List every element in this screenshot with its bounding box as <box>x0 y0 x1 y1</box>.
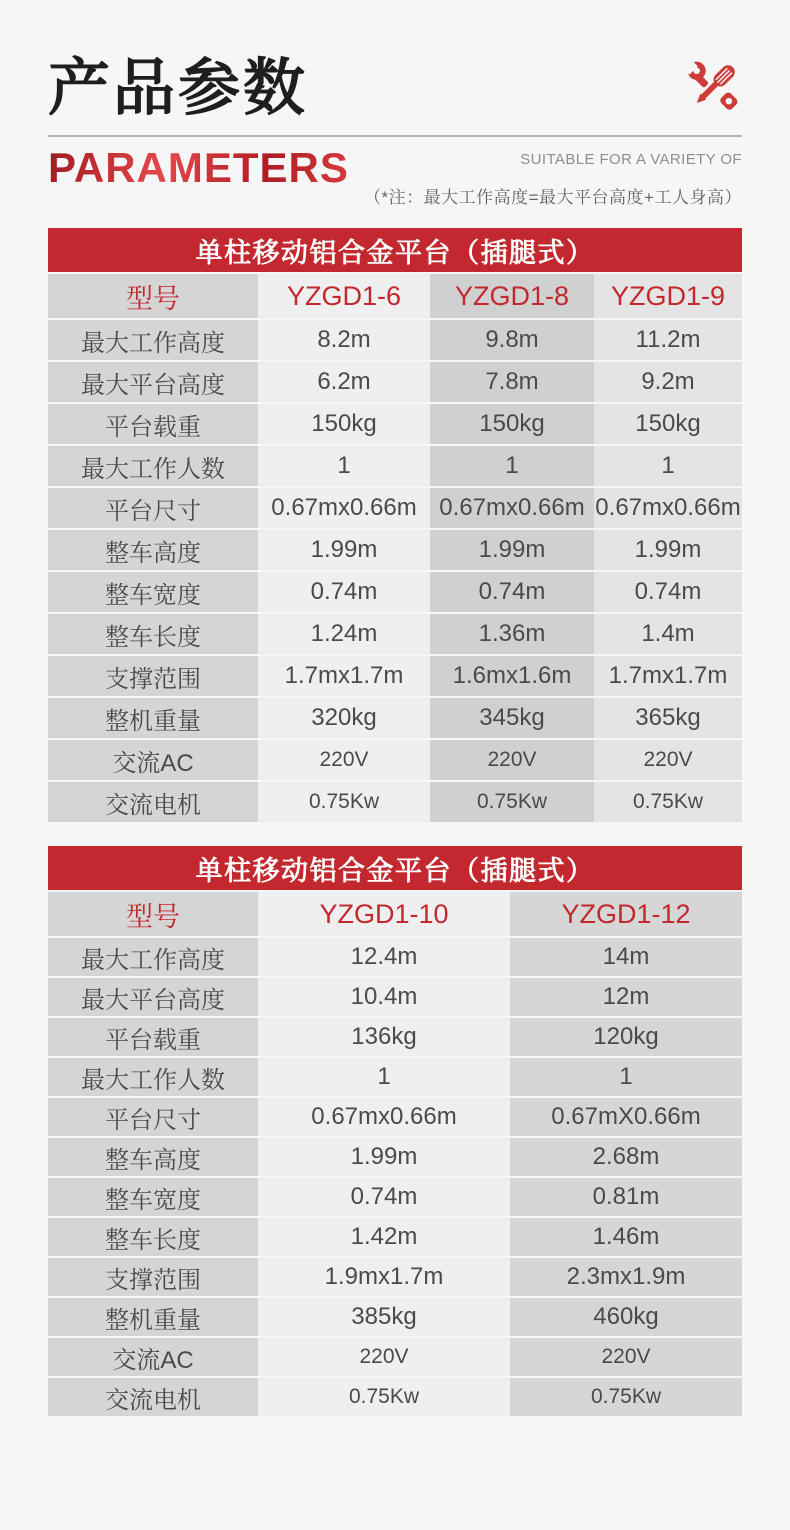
spec-value: 1 <box>510 1058 742 1096</box>
spec-row-label: 平台载重 <box>48 1018 258 1056</box>
spec-value: 0.75Kw <box>594 782 742 822</box>
spec-value: 1.24m <box>258 614 430 654</box>
spec-row-label: 最大工作人数 <box>48 446 258 486</box>
spec-row <box>48 488 742 528</box>
spec-value: 1.99m <box>258 530 430 570</box>
spec-row-label: 最大平台高度 <box>48 362 258 402</box>
model-name: YZGD1-10 <box>258 892 510 936</box>
spec-row <box>48 1378 742 1416</box>
spec-row <box>48 572 742 612</box>
spec-row <box>48 362 742 402</box>
spec-value: 150kg <box>430 404 594 444</box>
spec-value: 6.2m <box>258 362 430 402</box>
spec-value: 1.99m <box>594 530 742 570</box>
spec-row-label: 交流电机 <box>48 782 258 822</box>
model-name: YZGD1-8 <box>430 274 594 318</box>
spec-value: 150kg <box>594 404 742 444</box>
spec-value: 220V <box>594 740 742 780</box>
spec-row <box>48 1218 742 1256</box>
header <box>48 0 742 123</box>
spec-row-label: 整车长度 <box>48 614 258 654</box>
spec-value: 1.36m <box>430 614 594 654</box>
spec-value: 1.6mx1.6m <box>430 656 594 696</box>
spec-value: 220V <box>258 740 430 780</box>
spec-row-label: 平台载重 <box>48 404 258 444</box>
model-row-label: 型号 <box>48 274 258 318</box>
spec-row-label: 交流电机 <box>48 1378 258 1416</box>
model-name: YZGD1-9 <box>594 274 742 318</box>
spec-row <box>48 740 742 780</box>
spec-row-label: 整机重量 <box>48 698 258 738</box>
spec-value: 10.4m <box>258 978 510 1016</box>
model-header-row <box>48 892 742 936</box>
spec-value: 1.9mx1.7m <box>258 1258 510 1296</box>
model-name: YZGD1-6 <box>258 274 430 318</box>
spec-row-label: 整车高度 <box>48 530 258 570</box>
table-title-band: 单柱移动铝合金平台（插腿式） <box>48 228 742 272</box>
spec-row <box>48 1298 742 1336</box>
table-title-band: 单柱移动铝合金平台（插腿式） <box>48 846 742 890</box>
spec-value: 0.67mX0.66m <box>510 1098 742 1136</box>
spec-row-label: 平台尺寸 <box>48 488 258 528</box>
spec-value: 320kg <box>258 698 430 738</box>
header-divider <box>48 135 742 137</box>
spec-row <box>48 1098 742 1136</box>
spec-row <box>48 614 742 654</box>
spec-value: 0.67mx0.66m <box>430 488 594 528</box>
spec-value: 8.2m <box>258 320 430 360</box>
spec-value: 365kg <box>594 698 742 738</box>
spec-value: 0.74m <box>430 572 594 612</box>
model-row-label: 型号 <box>48 892 258 936</box>
parameters-subtitle: PARAMETERS <box>48 144 349 192</box>
spec-value: 11.2m <box>594 320 742 360</box>
spec-value: 345kg <box>430 698 594 738</box>
spec-value: 2.68m <box>510 1138 742 1176</box>
spec-value: 1 <box>258 1058 510 1096</box>
spec-value: 1.99m <box>258 1138 510 1176</box>
header-subrow <box>48 145 742 208</box>
spec-value: 12m <box>510 978 742 1016</box>
spec-value: 150kg <box>258 404 430 444</box>
spec-value: 0.67mx0.66m <box>258 488 430 528</box>
spec-value: 14m <box>510 938 742 976</box>
table-grid <box>48 892 742 1416</box>
spec-table-2 <box>48 846 742 1416</box>
spec-value: 220V <box>258 1338 510 1376</box>
spec-value: 1.46m <box>510 1218 742 1256</box>
tagline-text: SUITABLE FOR A VARIETY OF <box>520 151 742 169</box>
spec-value: 120kg <box>510 1018 742 1056</box>
spec-row-label: 整车宽度 <box>48 572 258 612</box>
spec-row-label: 支撑范围 <box>48 656 258 696</box>
spec-value: 1.42m <box>258 1218 510 1256</box>
spec-row <box>48 656 742 696</box>
spec-value: 0.75Kw <box>430 782 594 822</box>
spec-value: 1 <box>594 446 742 486</box>
spec-row-label: 整车宽度 <box>48 1178 258 1216</box>
spec-row <box>48 1258 742 1296</box>
spec-row-label: 平台尺寸 <box>48 1098 258 1136</box>
spec-row <box>48 698 742 738</box>
spec-row <box>48 1338 742 1376</box>
spec-value: 0.67mx0.66m <box>258 1098 510 1136</box>
spec-row <box>48 938 742 976</box>
spec-row <box>48 1178 742 1216</box>
table-grid <box>48 274 742 822</box>
spec-row-label: 最大平台高度 <box>48 978 258 1016</box>
page-title: 产品参数 <box>48 54 309 123</box>
spec-value: 220V <box>510 1338 742 1376</box>
spec-table-1 <box>48 228 742 822</box>
model-name: YZGD1-12 <box>510 892 742 936</box>
spec-row <box>48 404 742 444</box>
spec-row <box>48 530 742 570</box>
spec-row <box>48 1018 742 1056</box>
spec-value: 0.74m <box>258 572 430 612</box>
spec-value: 1.7mx1.7m <box>594 656 742 696</box>
spec-row-label: 最大工作人数 <box>48 1058 258 1096</box>
spec-value: 1.7mx1.7m <box>258 656 430 696</box>
spec-value: 1 <box>430 446 594 486</box>
header-right-block <box>364 145 742 208</box>
spec-value: 9.2m <box>594 362 742 402</box>
spec-row <box>48 446 742 486</box>
model-header-row <box>48 274 742 318</box>
spec-value: 1 <box>258 446 430 486</box>
spec-value: 0.74m <box>594 572 742 612</box>
tools-icon <box>684 58 742 123</box>
spec-row-label: 整车高度 <box>48 1138 258 1176</box>
spec-value: 12.4m <box>258 938 510 976</box>
spec-row <box>48 1058 742 1096</box>
spec-value: 1.99m <box>430 530 594 570</box>
spec-row-label: 支撑范围 <box>48 1258 258 1296</box>
spec-row <box>48 320 742 360</box>
spec-row-label: 交流AC <box>48 740 258 780</box>
spec-row-label: 最大工作高度 <box>48 938 258 976</box>
spec-value: 7.8m <box>430 362 594 402</box>
height-note-text: （*注：最大工作高度=最大平台高度+工人身高） <box>364 188 742 208</box>
spec-value: 0.75Kw <box>510 1378 742 1416</box>
spec-value: 0.75Kw <box>258 782 430 822</box>
spec-value: 460kg <box>510 1298 742 1336</box>
spec-row-label: 整机重量 <box>48 1298 258 1336</box>
spec-row <box>48 978 742 1016</box>
spec-value: 0.74m <box>258 1178 510 1216</box>
spec-row <box>48 782 742 822</box>
spec-value: 0.75Kw <box>258 1378 510 1416</box>
spec-value: 0.81m <box>510 1178 742 1216</box>
spec-row-label: 交流AC <box>48 1338 258 1376</box>
spec-value: 9.8m <box>430 320 594 360</box>
spec-value: 385kg <box>258 1298 510 1336</box>
spec-row-label: 最大工作高度 <box>48 320 258 360</box>
spec-row <box>48 1138 742 1176</box>
spec-value: 136kg <box>258 1018 510 1056</box>
spec-value: 2.3mx1.9m <box>510 1258 742 1296</box>
spec-value: 1.4m <box>594 614 742 654</box>
spec-value: 220V <box>430 740 594 780</box>
spec-value: 0.67mx0.66m <box>594 488 742 528</box>
spec-row-label: 整车长度 <box>48 1218 258 1256</box>
